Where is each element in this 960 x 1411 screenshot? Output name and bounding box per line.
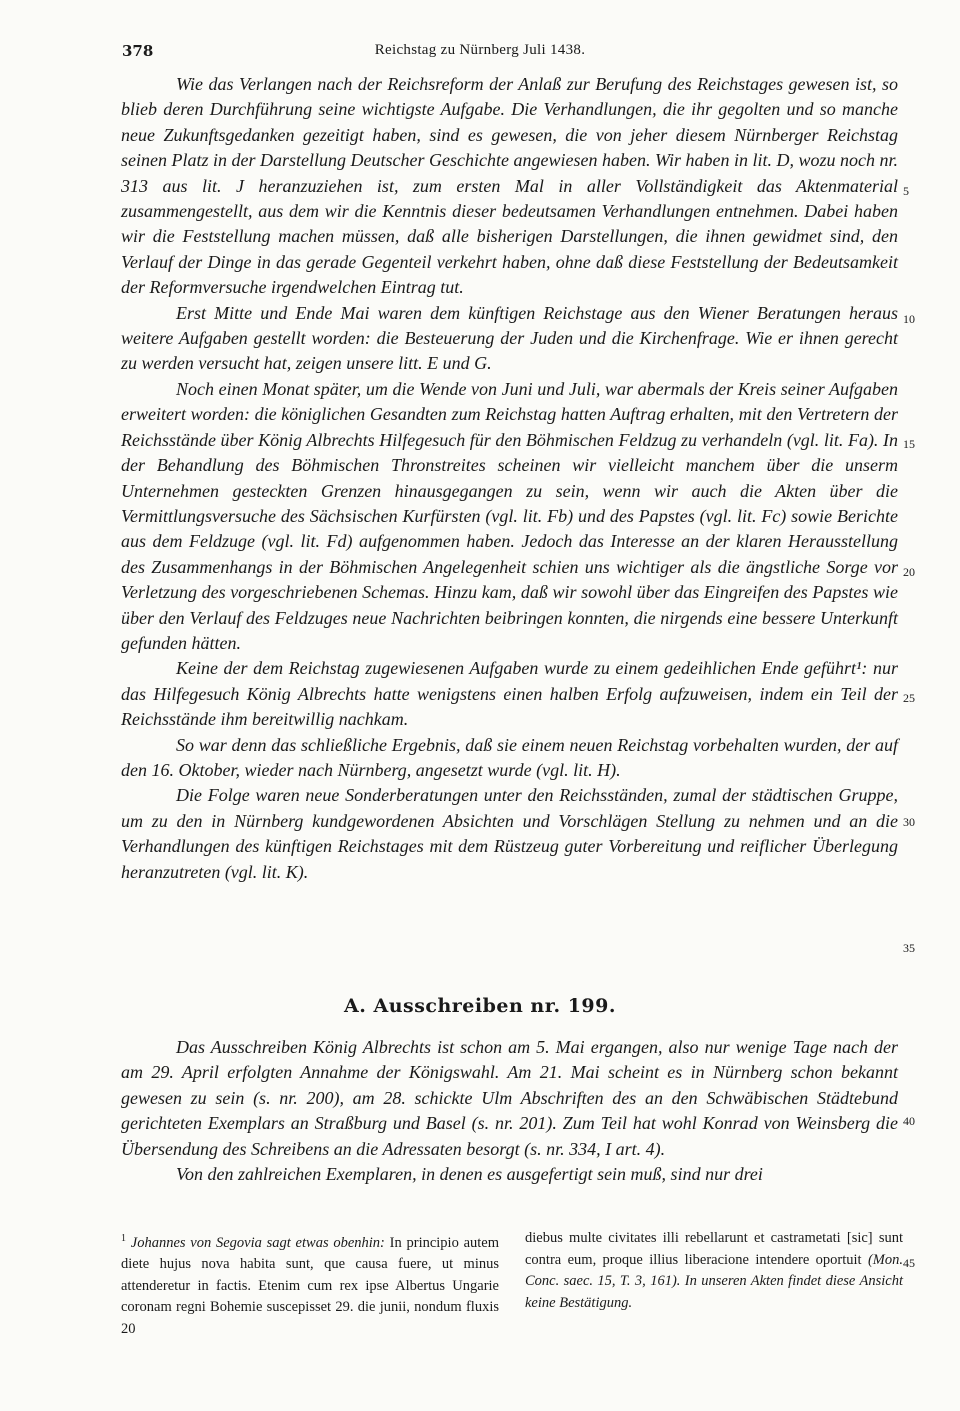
footnote-text: diebus multe civitates illi rebellarunt et castrametati [sic] sunt contra eum, proque illius liberacione intendere oportuit (525, 1230, 903, 1268)
line-number: 5 (903, 184, 909, 198)
paragraph: Erst Mitte und Ende Mai waren dem künftigen Reichstage aus den Wiener Beratungen heraus weitere Aufgaben gestellt worden: die Besteuerung der Juden und die Kirchenfrage. Wie er ihnen gerecht zu werden versucht hat, zeigen unsere litt. E und G. (121, 302, 898, 374)
footnote-left-column (121, 1228, 499, 1340)
line-number: 35 (903, 941, 915, 955)
page-number: 378 (122, 42, 154, 60)
footnote-text: In principio autem diete hujus nova habita sunt, que causa fuere, ut minus attenderetur in factis. Etenim cum rex ipse Albertus Ungarie coronam regni Bohemie suscepisset 29. die junii, nondum fluxis 20 (121, 1234, 500, 1337)
footnote-mark: 1 (121, 1233, 126, 1244)
paragraph: Von den zahlreichen Exemplaren, in denen es ausgefertigt sein muß, sind nur drei (176, 1164, 763, 1185)
paragraph: Die Folge waren neue Sonderberatungen unter den Reichsständen, zumal der städtischen Gruppe, um zu den in Nürnberg kundgewordenen Absichten und Vorschlägen Stellung zu nehmen und an die Verhandlungen des künftigen Reichstages mit dem Rüstzeug guter Vorbereitung und reiflicher Überlegung heranzutreten (vgl. lit. K). (121, 785, 898, 882)
paragraph: Noch einen Monat später, um die Wende von Juni und Juli, war abermals der Kreis seiner Aufgaben erweitert worden: die königlichen Gesandten zum Reichstag hatten Auftrag erhalten, mit den Vertretern der Reichsstände über König Albrechts Hilfegesuch für den Böhmischen Feldzug zu verhandeln (vgl. lit. Fa). In der Behandlung des Böhmischen Thronstreites scheinen wir vielleicht manchem über die unserm Unternehmen gesteckten Grenzen hinausgegangen zu sein, wenn wir auch die Akten über die Vermittlungsversuche des Sächsischen Kurfürsten (vgl. lit. Fb) und des Papstes (vgl. lit. Fc) sowie Berichte aus dem Feldzuge (vgl. lit. Fd) aufgenommen haben. Jedoch das Interesse an der klaren Herausstellung des Zusammenhangs in der Böhmischen Angelegenheit schien uns wichtiger als die ängstliche Sorge vor Verletzung des vorgeschriebenen Schemas. Hinzu kam, daß wir sowohl über das Eingreifen des Papstes wie über den Verlauf des Feldzuges neue Nachrichten beibringen konnten, die nirgends eine bessere Unterkunft gefunden hätten. (121, 378, 898, 653)
paragraph: So war denn das schließliche Ergebnis, daß sie einem neuen Reichstag vorbehalten wurden, der auf den 16. Oktober, wieder nach Nürnberg, angesetzt wurde (vgl. lit. H). (121, 734, 898, 780)
line-number: 40 (903, 1114, 915, 1128)
footnote-intro: Johannes von Segovia sagt etwas obenhin: (130, 1234, 385, 1251)
running-head: Reichstag zu Nürnberg Juli 1438. (374, 42, 586, 58)
paragraph: Das Ausschreiben König Albrechts ist schon am 5. Mai ergangen, also nur wenige Tage nach der am 29. April erfolgten Annahme der Königswahl. Am 21. Mai scheint es in Nürnberg schon bekannt gewesen zu sein (s. nr. 200), am 28. schickte Ulm Abschriften des an den Schwäbischen Städtebund gerichteten Exemplars an Straßburg und Basel (s. nr. 201). Zum Teil hat wohl Konrad von Weinsberg die Übersendung des Schreibens an die Adressaten besorgt (s. nr. 334, I art. 4). (121, 1037, 898, 1159)
line-number: 30 (903, 815, 915, 829)
line-number: 20 (903, 565, 915, 579)
paragraph: Wie das Verlangen nach der Reichsreform der Anlaß zur Berufung des Reichstages gewesen ist, so blieb deren Durchführung seine wichtigste Aufgabe. Die Verhandlungen, die ihr gegolten und so manche neue Zukunftsgedanken gezeitigt haben, sind es gewesen, die von jeher diesem Nürnberger Reichstag seinen Platz in der Darstellung Deutscher Geschichte angewiesen haben. Wir haben in lit. D, wozu noch nr. 313 aus lit. J heranzuziehen ist, zum ersten Mal in aller Vollständigkeit das Aktenmaterial zusammengestellt, aus dem wir die Kenntnis dieser bedeutsamen Verhandlungen entnehmen. Dabei haben wir die Feststellung machen müssen, daß alle bisherigen Darstellungen, die ihnen gewidmet sind, den Verlauf der Dinge in das gerade Gegenteil verkehrt haben, ohne daß diese Feststellung der Bedeutsamkeit der Reformversuche irgendwelchen Eintrag tut. (121, 74, 898, 298)
section-text (121, 1035, 898, 1187)
line-number: 10 (903, 312, 915, 326)
footnote-comment: In unseren Akten findet diese Ansicht keine Bestätigung. (525, 1273, 903, 1311)
footnote-right-column (525, 1228, 903, 1340)
line-number: 15 (903, 437, 915, 451)
footnote-source: (Mon. Conc. saec. 15, T. 3, 161). (525, 1251, 903, 1289)
section-title: A. Ausschreiben nr. 199. (343, 995, 616, 1017)
footnotes (121, 1228, 903, 1340)
line-number: 45 (903, 1256, 915, 1270)
main-text (121, 72, 898, 885)
line-number: 25 (903, 691, 915, 705)
paragraph: Keine der dem Reichstag zugewiesenen Aufgaben wurde zu einem gedeihlichen Ende geführt¹: nur das Hilfegesuch König Albrechts hatte wenigstens einen halben Erfolg aufzuweisen, indem ein Teil der Reichsstände ihm bereitwillig nachkam. (121, 658, 898, 730)
